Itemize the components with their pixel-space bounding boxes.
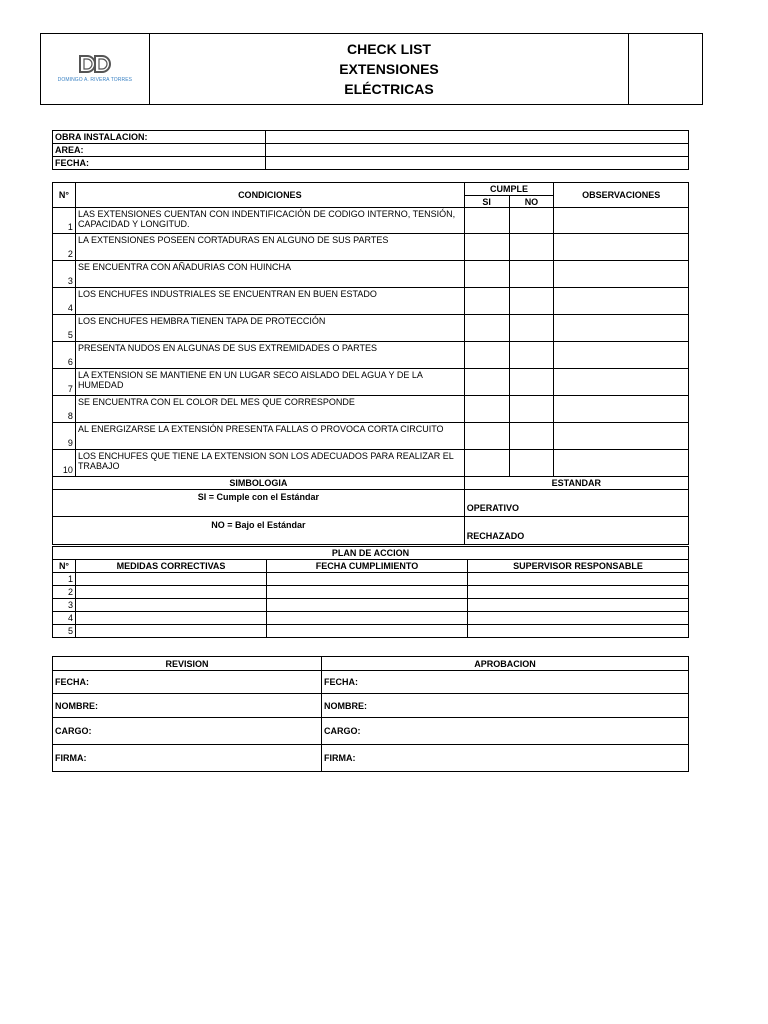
item-condition: SE ENCUENTRA CON EL COLOR DEL MES QUE CORRESPONDE [75,396,464,423]
checklist-row [53,342,689,369]
simbologia-header: SIMBOLOGIA [53,477,465,490]
aprobacion-nombre-field[interactable]: NOMBRE: [322,694,689,718]
observation-cell[interactable] [554,342,689,369]
observation-cell[interactable] [554,423,689,450]
medida-cell[interactable] [76,612,267,625]
logo [41,34,150,105]
aprobacion-fecha-field[interactable]: FECHA: [322,671,689,694]
observation-cell[interactable] [554,208,689,234]
no-checkbox[interactable] [509,208,554,234]
item-condition: LOS ENCHUFES QUE TIENE LA EXTENSION SON LOS ADECUADOS PARA REALIZAR EL TRABAJO [75,450,464,477]
plan-de-accion-table [52,546,689,638]
area-label: AREA: [53,144,266,157]
signoff-table [52,656,689,772]
no-header: NO [509,196,554,208]
plan-title: PLAN DE ACCION [53,547,689,560]
checklist-table [52,182,689,545]
fecha-label: FECHA: [53,157,266,170]
item-number: 6 [53,342,76,369]
checklist-row [53,369,689,396]
fecha-cell[interactable] [267,573,468,586]
observation-cell[interactable] [554,315,689,342]
medida-cell[interactable] [76,625,267,638]
plan-row-number: 2 [53,586,76,599]
checklist-row [53,315,689,342]
supervisor-header: SUPERVISOR RESPONSABLE [468,560,689,573]
fecha-value[interactable] [266,157,689,170]
supervisor-cell[interactable] [468,599,689,612]
plan-row-number: 4 [53,612,76,625]
no-checkbox[interactable] [509,423,554,450]
revision-nombre-field[interactable]: NOMBRE: [53,694,322,718]
fecha-cell[interactable] [267,612,468,625]
revision-cargo-field[interactable]: CARGO: [53,718,322,745]
fecha-cell[interactable] [267,599,468,612]
aprobacion-header: APROBACION [322,657,689,671]
item-number: 10 [53,450,76,477]
si-checkbox[interactable] [464,369,509,396]
checklist-row [53,396,689,423]
no-checkbox[interactable] [509,396,554,423]
observation-cell[interactable] [554,396,689,423]
checklist-row [53,208,689,234]
item-condition: AL ENERGIZARSE LA EXTENSIÓN PRESENTA FALLAS O PROVOCA CORTA CIRCUITO [75,423,464,450]
no-checkbox[interactable] [509,342,554,369]
item-number: 3 [53,261,76,288]
title-line-2: EXTENSIONES [339,61,439,77]
item-condition: SE ENCUENTRA CON AÑADURIAS CON HUINCHA [75,261,464,288]
si-checkbox[interactable] [464,288,509,315]
plan-row-number: 3 [53,599,76,612]
num-header: N° [53,183,76,208]
si-checkbox[interactable] [464,208,509,234]
no-checkbox[interactable] [509,450,554,477]
observation-cell[interactable] [554,288,689,315]
no-checkbox[interactable] [509,261,554,288]
no-legend: NO = Bajo el Estándar [53,517,465,545]
plan-row [53,599,689,612]
si-legend: SI = Cumple con el Estándar [53,490,465,517]
aprobacion-cargo-field[interactable]: CARGO: [322,718,689,745]
si-checkbox[interactable] [464,342,509,369]
area-value[interactable] [266,144,689,157]
cumple-header: CUMPLE [464,183,554,196]
company-logo-icon [78,54,112,74]
document-header [40,33,703,105]
obra-info-table [52,130,689,170]
plan-row-number: 5 [53,625,76,638]
obra-instalacion-value[interactable] [266,131,689,144]
medida-cell[interactable] [76,599,267,612]
item-number: 8 [53,396,76,423]
observation-cell[interactable] [554,450,689,477]
supervisor-cell[interactable] [468,573,689,586]
si-checkbox[interactable] [464,423,509,450]
medidas-header: MEDIDAS CORRECTIVAS [76,560,267,573]
revision-header: REVISION [53,657,322,671]
checklist-row [53,261,689,288]
si-checkbox[interactable] [464,396,509,423]
fecha-cumplimiento-header: FECHA CUMPLIMIENTO [267,560,468,573]
fecha-cell[interactable] [267,625,468,638]
plan-num-header: N° [53,560,76,573]
item-number: 5 [53,315,76,342]
checklist-row [53,288,689,315]
no-checkbox[interactable] [509,369,554,396]
plan-row [53,586,689,599]
item-number: 2 [53,234,76,261]
item-number: 9 [53,423,76,450]
title-line-1: CHECK LIST [346,41,431,57]
revision-fecha-field[interactable]: FECHA: [53,671,322,694]
plan-row-number: 1 [53,573,76,586]
operativo-label: OPERATIVO [464,490,688,517]
supervisor-cell[interactable] [468,586,689,599]
si-checkbox[interactable] [464,234,509,261]
si-checkbox[interactable] [464,261,509,288]
si-checkbox[interactable] [464,450,509,477]
fecha-cell[interactable] [267,586,468,599]
item-condition: LOS ENCHUFES INDUSTRIALES SE ENCUENTRAN EN BUEN ESTADO [75,288,464,315]
item-condition: LA EXTENSIONES POSEEN CORTADURAS EN ALGUNO DE SUS PARTES [75,234,464,261]
obra-instalacion-label: OBRA INSTALACION: [53,131,266,144]
revision-firma-field[interactable]: FIRMA: [53,745,322,772]
observation-cell[interactable] [554,369,689,396]
plan-row [53,573,689,586]
title-line-3: ELÉCTRICAS [344,81,434,97]
observation-cell[interactable] [554,261,689,288]
medida-cell[interactable] [76,586,267,599]
plan-row [53,625,689,638]
supervisor-cell[interactable] [468,625,689,638]
aprobacion-firma-field[interactable]: FIRMA: [322,745,689,772]
item-number: 1 [53,208,76,234]
si-header: SI [464,196,509,208]
conditions-header: CONDICIONES [75,183,464,208]
no-checkbox[interactable] [509,315,554,342]
rechazado-label: RECHAZADO [464,517,688,545]
item-condition: LOS ENCHUFES HEMBRA TIENEN TAPA DE PROTECCIÓN [75,315,464,342]
plan-row [53,612,689,625]
checklist-row [53,450,689,477]
item-number: 7 [53,369,76,396]
header-blank-cell [629,34,703,105]
item-condition: LA EXTENSION SE MANTIENE EN UN LUGAR SECO AISLADO DEL AGUA Y DE LA HUMEDAD [75,369,464,396]
observation-cell[interactable] [554,234,689,261]
medida-cell[interactable] [76,573,267,586]
observaciones-header: OBSERVACIONES [554,183,689,208]
estandar-header: ESTANDAR [464,477,688,490]
logo-caption: DOMINGO A. RIVERA TORRES [57,76,133,83]
item-condition: LAS EXTENSIONES CUENTAN CON INDENTIFICACIÓN DE CODIGO INTERNO, TENSIÓN, CAPACIDAD Y LONGITUD. [75,208,464,234]
item-number: 4 [53,288,76,315]
supervisor-cell[interactable] [468,612,689,625]
document-title [149,34,629,105]
si-checkbox[interactable] [464,315,509,342]
checklist-row [53,234,689,261]
checklist-row [53,423,689,450]
no-checkbox[interactable] [509,288,554,315]
no-checkbox[interactable] [509,234,554,261]
item-condition: PRESENTA NUDOS EN ALGUNAS DE SUS EXTREMIDADES O PARTES [75,342,464,369]
